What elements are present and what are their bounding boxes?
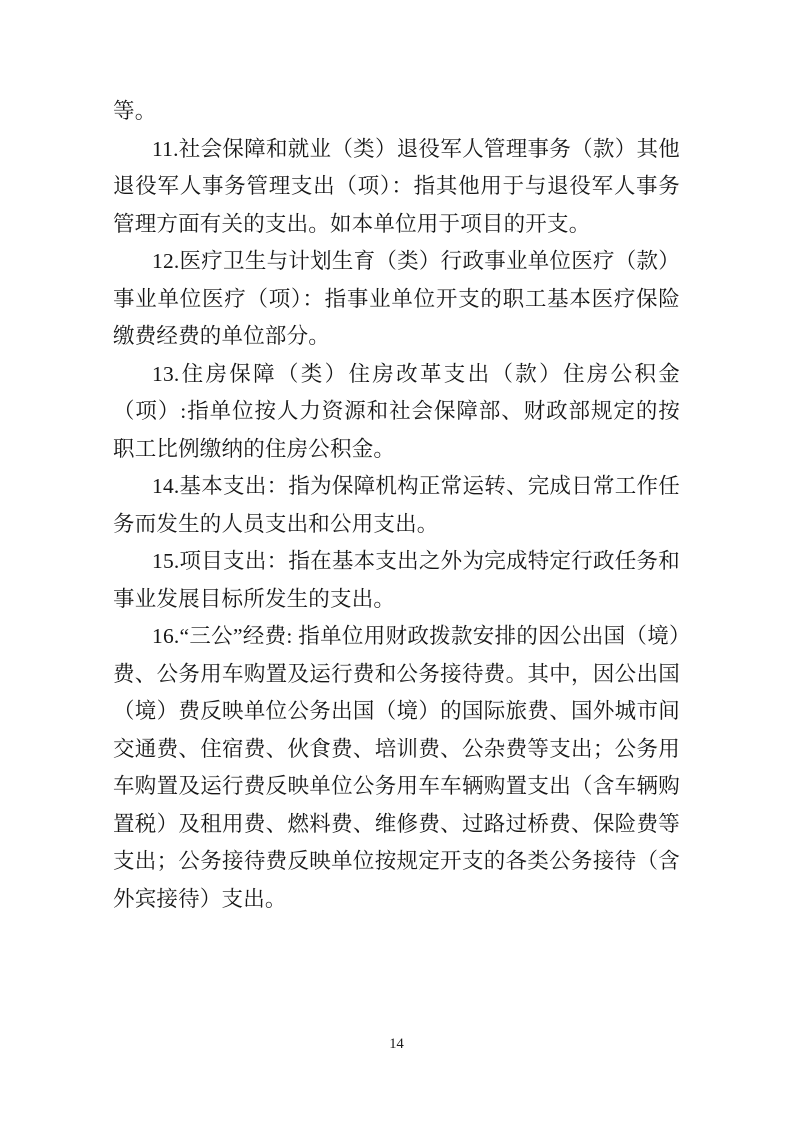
page-number: 14 bbox=[389, 1036, 404, 1052]
paragraph-item-13: 13.住房保障（类）住房改革支出（款）住房公积金（项）:指单位按人力资源和社会保障部、财政部规定的按职工比例缴纳的住房公积金。 bbox=[113, 361, 680, 461]
paragraph-item-12: 12.医疗卫生与计划生育（类）行政事业单位医疗（款）事业单位医疗（项）：指事业单位开支的职工基本医疗保险缴费经费的单位部分。 bbox=[113, 249, 680, 348]
paragraph-item-15: 15.项目支出：指在基本支出之外为完成特定行政任务和事业发展目标所发生的支出。 bbox=[113, 549, 680, 611]
paragraph-item-14: 14.基本支出：指为保障机构正常运转、完成日常工作任务而发生的人员支出和公用支出。 bbox=[113, 474, 680, 536]
document-text-body bbox=[113, 93, 680, 918]
paragraph-item-11: 11.社会保障和就业（类）退役军人管理事务（款）其他退役军人事务管理支出（项）：指其他用于与退役军人事务管理方面有关的支出。如本单位用于项目的开支。 bbox=[113, 136, 680, 236]
page-footer bbox=[0, 1036, 793, 1053]
paragraph-continuation: 等。 bbox=[113, 99, 157, 123]
paragraph-item-16: 16.“三公”经费: 指单位用财政拨款安排的因公出国（境）费、公务用车购置及运行费和公务接待费。其中，因公出国（境）费反映单位公务出国（境）的国际旅费、国外城市间交通费、住宿费、伙食费、培训费、公杂费等支出；公务用车购置及运行费反映单位公务用车车辆购置支出（含车辆购置税）及租用费、燃料费、维修费、过路过桥费、保险费等支出；公务接待费反映单位按规定开支的各类公务接待（含外宾接待）支出。 bbox=[113, 624, 680, 911]
